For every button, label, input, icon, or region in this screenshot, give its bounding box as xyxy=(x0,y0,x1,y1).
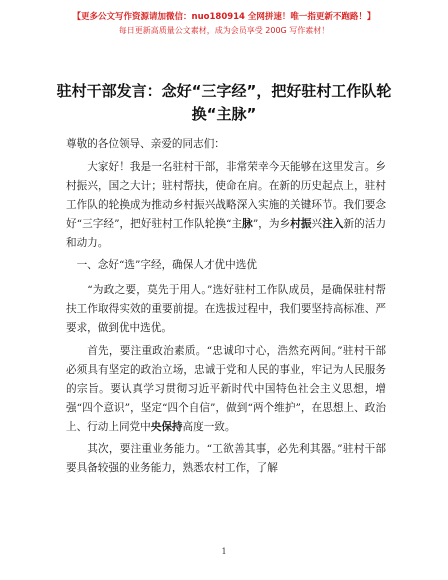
paragraph-intro xyxy=(66,158,386,253)
section-heading-1: 一、念好“选”字经，确保人才优中选优 xyxy=(76,259,257,271)
document-title: 驻村干部发言：念好“三字经”，把好驻村工作队轮换“主脉” xyxy=(56,82,392,123)
paragraph-intro-mid: ”，为乡 xyxy=(252,217,291,230)
document-body xyxy=(66,135,386,482)
paragraph-political-end: 高度一致。 xyxy=(182,420,236,433)
paragraph-select: “为政之要，莫先于用人。”选好驻村工作队成员，是确保驻村帮扶工作取得实效的重要前提。在选拔过程中，我们要坚持高标准、严要求，做到优中选优。 xyxy=(66,284,386,334)
paragraph-political-bold: 央保持 xyxy=(150,420,183,433)
paragraph-ability: 其次，要注重业务能力。“工欲善其事，必先利其器。”驻村干部要具备较强的业务能力，熟悉农村工作，了解 xyxy=(66,443,386,474)
promo-banner-line-2: 每日更新高质量公文素材，成为会员享受 200G 写作素材！ xyxy=(118,26,330,35)
paragraph-intro-mid-2: 兴 xyxy=(311,217,323,230)
promo-banner-line-1: 【更多公文写作资源请加微信：nuo180914 全网拼速！唯一指更新不跑路！】 xyxy=(72,12,376,22)
page-number: 1 xyxy=(221,547,227,556)
paragraph-intro-bold-3: 注入 xyxy=(322,217,344,230)
salutation: 尊敬的各位领导、亲爱的同志们： xyxy=(66,138,225,150)
paragraph-intro-bold: 脉 xyxy=(242,217,253,230)
paragraph-political xyxy=(66,342,386,437)
paragraph-intro-text: 大家好！我是一名驻村干部，非常荣幸今天能够在这里发言。乡村振兴，国之大计；驻村帮扶，使命在肩。在新的历史起点上，驻村工作队的轮换成为推动乡村振兴战略深入实施的关键环节。我们要念好“三字经”，把好驻村工作队轮换“主 xyxy=(66,160,386,230)
paragraph-intro-end: 新的活力和动力。 xyxy=(66,217,387,249)
paragraph-intro-bold-2: 村振 xyxy=(290,217,312,230)
promo-banner xyxy=(0,10,448,38)
paragraph-political-text: 首先，要注重政治素质。“忠诚印寸心，浩然充两间。”驻村干部必须具有坚定的政治立场，忠诚于党和人民的事业，牢记为人民服务的宗旨。要认真学习贯彻习近平新时代中国特色社会主义思想，增强“四个意识”，坚定“四个自信”，做到“两个维护”，在思想上、政治上、行动上同党中 xyxy=(66,344,386,433)
